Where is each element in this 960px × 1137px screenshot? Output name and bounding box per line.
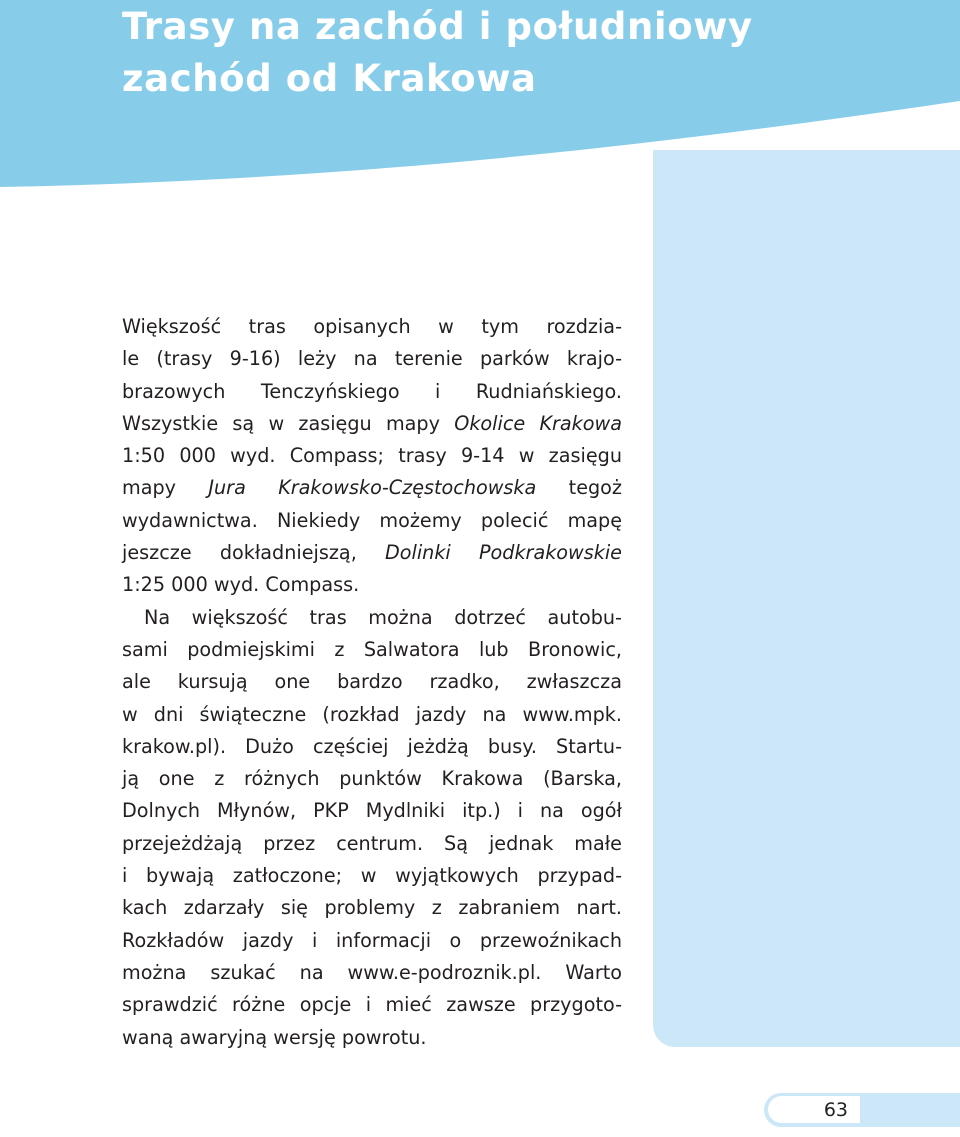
text-line: Większość tras opisanych w tym rozdzia- xyxy=(122,315,622,338)
text-line: ale kursują one bardzo rzadko, zwłaszcza xyxy=(122,670,622,694)
text-segment: Wszystkie są w zasięgu mapy xyxy=(122,411,455,435)
text-line: Na większość tras można dotrzeć autobu- xyxy=(144,605,622,629)
text-line: waną awaryjną wersję powrotu. xyxy=(122,1025,427,1049)
text-line: w dni świąteczne (rozkład jazdy na www.mpk. xyxy=(122,702,622,726)
page-title: Trasy na zachód i południowy zachód od Krakowa xyxy=(122,5,753,100)
text-line: brazowych Tenczyńskiego i Rudniańskiego. xyxy=(122,379,622,403)
side-panel xyxy=(653,150,960,1047)
text-line xyxy=(122,408,622,440)
text-line xyxy=(122,472,622,504)
text-line: le (trasy 9-16) leży na terenie parków krajo- xyxy=(122,347,622,371)
map-title-jura: Jura Krakowsko-Częstochowska xyxy=(208,476,537,500)
text-line: przejeżdżają przez centrum. Są jednak małe xyxy=(122,831,622,855)
text-line: można szukać na www.e-podroznik.pl. Warto xyxy=(122,960,622,984)
text-line: ją one z różnych punktów Krakowa (Barska, xyxy=(122,767,622,791)
text-line xyxy=(122,537,622,569)
text-line: kach zdarzały się problemy z zabraniem nart. xyxy=(122,896,622,920)
text-segment: tegoż xyxy=(536,476,622,500)
text-line: 1:25 000 wyd. Compass. xyxy=(122,573,360,597)
text-line: Dolnych Młynów, PKP Mydlniki itp.) i na ogół xyxy=(122,799,622,823)
body-text xyxy=(122,311,622,1054)
text-line: Rozkładów jazdy i informacji o przewoźnikach xyxy=(122,928,622,952)
page-number-box xyxy=(768,1096,860,1123)
map-title-dolinki: Dolinki Podkrakowskie xyxy=(384,541,622,565)
page-number: 63 xyxy=(823,1099,848,1121)
text-line: sami podmiejskimi z Salwatora lub Bronowic, xyxy=(122,637,622,661)
text-line: i bywają zatłoczone; w wyjątkowych przypad- xyxy=(122,864,622,888)
text-line: krakow.pl). Dużo częściej jeżdżą busy. Startu- xyxy=(122,734,622,758)
text-line: sprawdzić różne opcje i mieć zawsze przygoto- xyxy=(122,993,622,1017)
map-title-okolice-krakowa: Okolice Krakowa xyxy=(454,411,622,435)
text-line: wydawnictwa. Niekiedy możemy polecić mapę xyxy=(122,508,622,532)
text-segment: jeszcze dokładniejszą, xyxy=(122,541,385,565)
text-line: 1:50 000 wyd. Compass; trasy 9-14 w zasięgu xyxy=(122,444,622,468)
text-segment: mapy xyxy=(122,476,209,500)
